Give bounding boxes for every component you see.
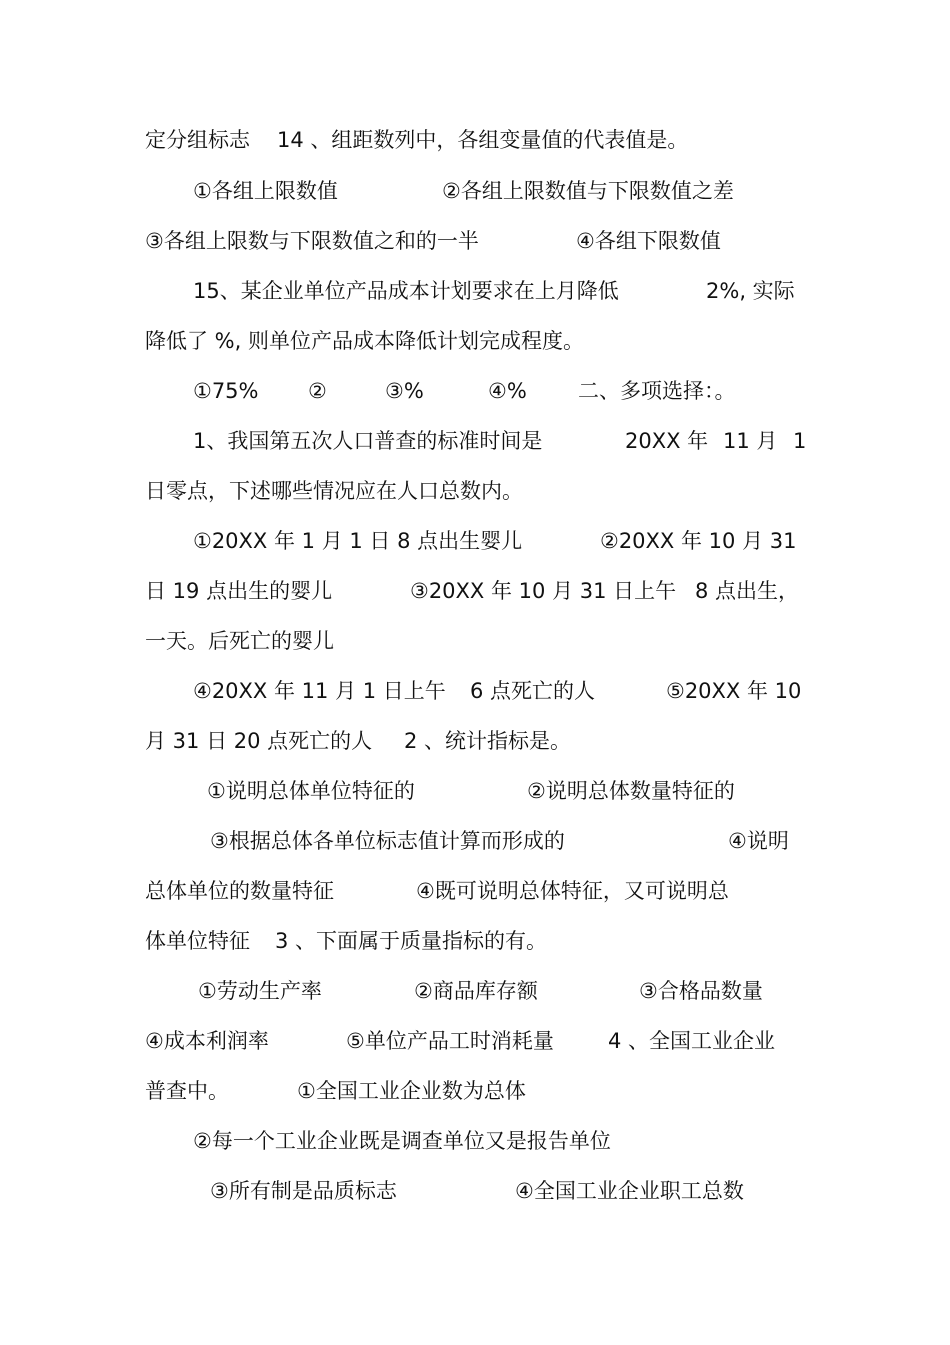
text-segment: ①说明总体单位特征的 — [207, 779, 415, 803]
text-segment: ①全国工业企业数为总体 — [297, 1079, 526, 1103]
text-segment: 总体单位的数量特征 — [145, 879, 334, 903]
text-line — [193, 425, 813, 457]
text-segment: ② — [308, 379, 327, 403]
text-segment: ④% — [488, 379, 527, 403]
text-line — [210, 1175, 810, 1207]
text-line — [145, 1025, 825, 1057]
text-segment: 定分组标志 — [145, 128, 250, 152]
text-segment: ②每一个工业企业既是调查单位又是报告单位 — [193, 1129, 611, 1153]
text-segment: 日 19 点出生的婴儿 — [145, 579, 333, 603]
text-segment: ④各组下限数值 — [576, 229, 721, 253]
text-segment: ①75% — [193, 379, 259, 403]
text-segment: ③合格品数量 — [639, 979, 763, 1003]
text-segment: ④20XX 年 11 月 1 日上午 — [193, 679, 446, 703]
text-line — [193, 175, 813, 207]
text-line — [145, 925, 825, 957]
text-line — [193, 375, 813, 407]
text-segment: 8 点出生， — [695, 579, 800, 603]
text-line — [145, 325, 825, 357]
text-line — [145, 875, 825, 907]
text-line — [145, 1075, 825, 1107]
text-segment: 20XX 年 — [625, 429, 709, 453]
text-segment: 4 、全国工业企业 — [608, 1029, 776, 1053]
text-segment: ②商品库存额 — [414, 979, 538, 1003]
text-segment: 3 、下面属于质量指标的有。 — [275, 929, 548, 953]
text-segment: ③各组上限数与下限数值之和的一半 — [145, 229, 479, 253]
text-segment: ①各组上限数值 — [193, 179, 338, 203]
text-segment: 普查中。 — [145, 1079, 229, 1103]
text-segment: ②说明总体数量特征的 — [527, 779, 735, 803]
text-segment: 体单位特征 — [145, 929, 250, 953]
text-segment: 2%, 实际 — [706, 279, 795, 303]
text-segment: ⑤单位产品工时消耗量 — [346, 1029, 554, 1053]
text-line — [193, 275, 813, 307]
text-segment: 1 — [793, 429, 807, 453]
text-segment: 14 、组距数列中，各组变量值的代表值是。 — [277, 128, 689, 152]
text-segment: ①劳动生产率 — [198, 979, 322, 1003]
text-segment: 11 月 — [723, 429, 778, 453]
text-line — [145, 124, 825, 156]
text-segment: ①20XX 年 1 月 1 日 8 点出生婴儿 — [193, 529, 523, 553]
text-segment: 二、多项选择：。 — [578, 379, 736, 403]
text-segment: ③% — [385, 379, 424, 403]
text-line — [145, 475, 825, 507]
text-segment: 15、某企业单位产品成本计划要求在上月降低 — [193, 279, 619, 303]
text-segment: 6 点死亡的人 — [470, 679, 596, 703]
text-line — [198, 975, 808, 1007]
text-segment: ③20XX 年 10 月 31 日上午 — [410, 579, 677, 603]
text-line — [193, 675, 813, 707]
text-line — [145, 725, 825, 757]
text-segment: 日零点，下述哪些情况应在人口总数内。 — [145, 479, 523, 503]
text-segment: ④说明 — [728, 829, 789, 853]
text-segment: ③根据总体各单位标志值计算而形成的 — [210, 829, 565, 853]
text-segment: 月 31 日 20 点死亡的人 — [145, 729, 373, 753]
text-line — [145, 625, 825, 657]
text-segment: 降低了 %, 则单位产品成本降低计划完成程度。 — [145, 329, 584, 353]
text-segment: ④成本利润率 — [145, 1029, 269, 1053]
text-segment: 一天。后死亡的婴儿 — [145, 629, 334, 653]
text-line — [207, 775, 807, 807]
text-line — [193, 525, 813, 557]
text-line — [210, 825, 810, 857]
text-segment: ④既可说明总体特征，又可说明总 — [416, 879, 729, 903]
text-line — [145, 575, 825, 607]
text-segment: ②20XX 年 10 月 31 — [600, 529, 797, 553]
text-segment: ②各组上限数值与下限数值之差 — [442, 179, 734, 203]
text-segment: ③所有制是品质标志 — [210, 1179, 397, 1203]
text-line — [145, 225, 825, 257]
text-segment: 1、我国第五次人口普查的标准时间是 — [193, 429, 543, 453]
text-segment: 2 、统计指标是。 — [404, 729, 572, 753]
text-line — [193, 1125, 813, 1157]
text-segment: ⑤20XX 年 10 — [666, 679, 802, 703]
text-segment: ④全国工业企业职工总数 — [515, 1179, 744, 1203]
